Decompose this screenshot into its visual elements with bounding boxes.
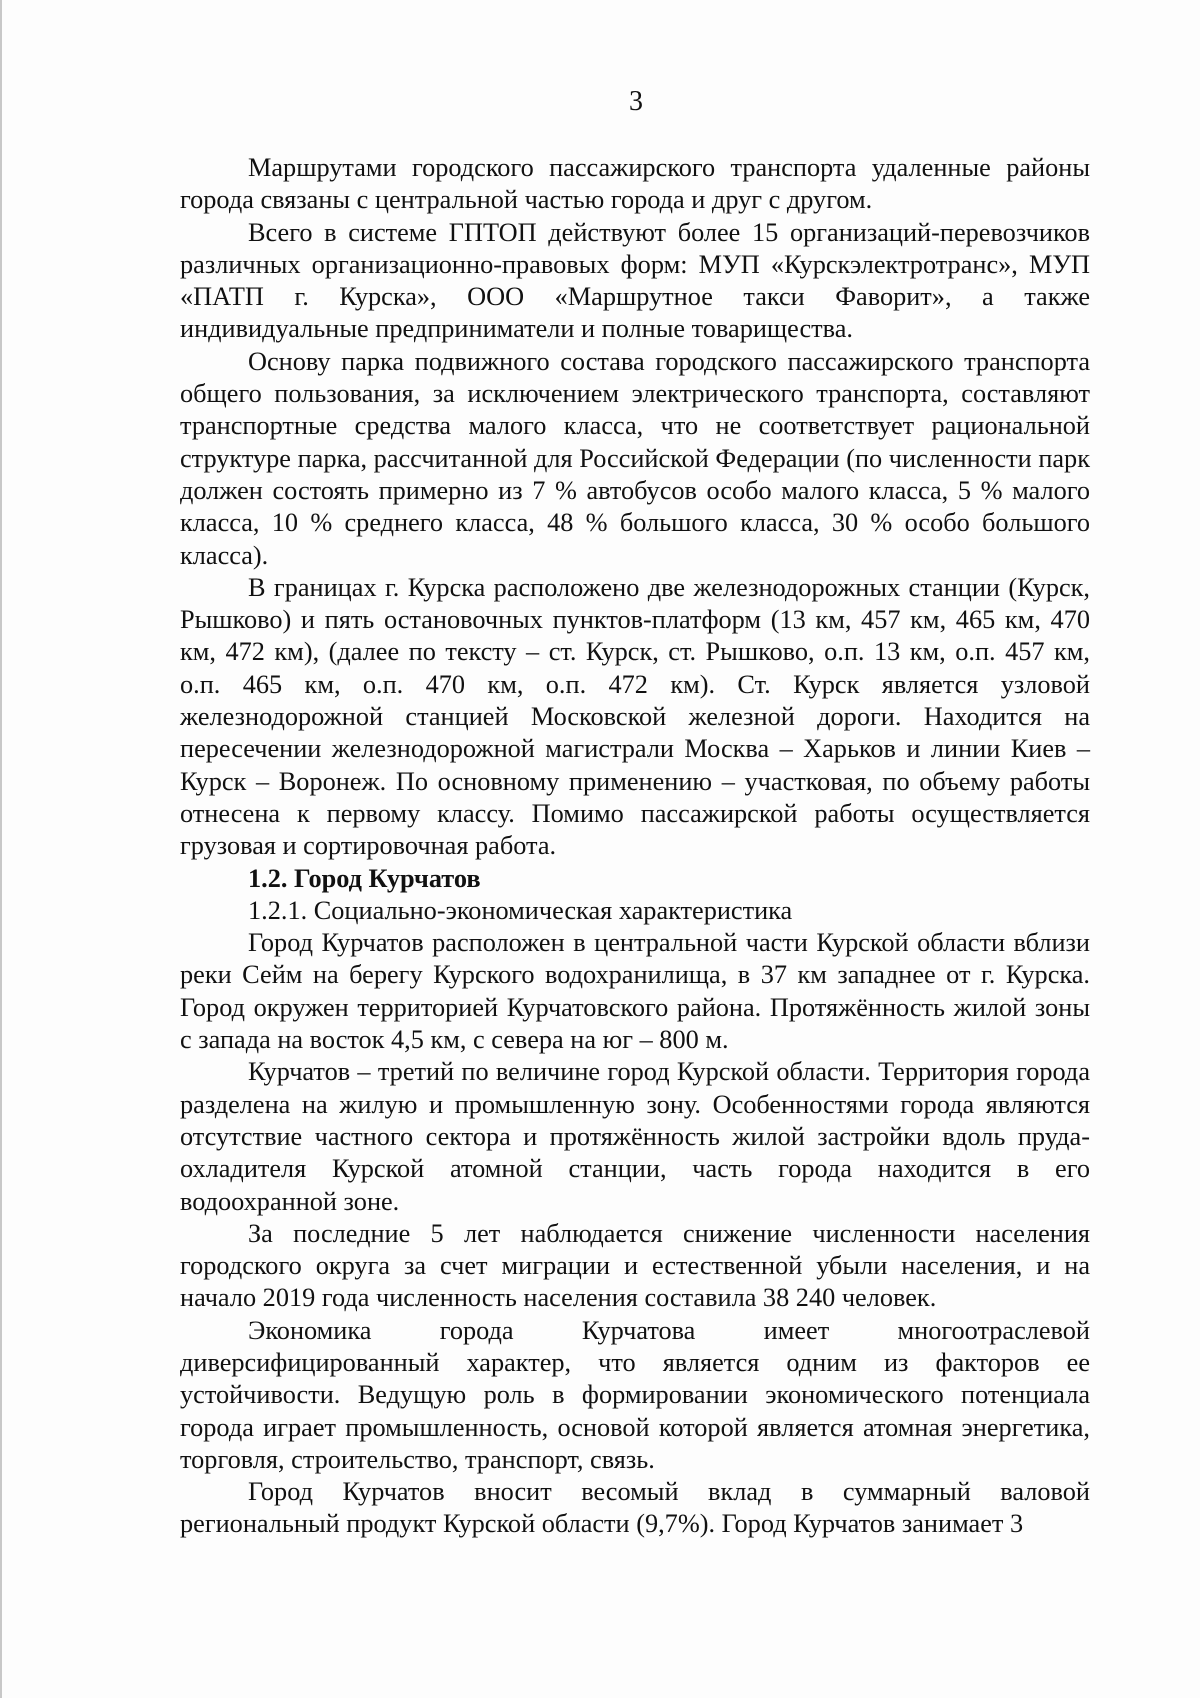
paragraph-transport-routes: Маршрутами городского пассажирского транспорта удаленные районы города связаны с центральной частью города и друг с другом. — [180, 153, 1090, 215]
paragraph-economy: Экономика города Курчатова имеет многоотраслевой диверсифицированный характер, что является одним из факторов ее устойчивости. Ведущую роль в формировании экономического потенциала города играет промышленность, основой которой является атомная энергетика, торговля, строительство, транспорт, связь. — [180, 1315, 1090, 1474]
paragraph-grp-contribution: Город Курчатов вносит весомый вклад в суммарный валовой региональный продукт Курской области (9,7%). Город Курчатов занимает 3 — [180, 1477, 1090, 1539]
paragraph-rolling-stock: Основу парка подвижного состава городского пассажирского транспорта общего пользования, за исключением электрического транспорта, составляют транспортные средства малого класса, что не соответствует рациональной структуре парка, рассчитанной для Российской Федерации (по численности парк должен состоять примерно из 7 % автобусов особо малого класса, 5 % малого класса, 10 % среднего класса, 48 % большого класса, 30 % особо большого класса). — [180, 346, 1090, 570]
document-body — [180, 152, 1090, 1541]
paragraph-railway-stations: В границах г. Курска расположено две железнодорожных станции (Курск, Рышково) и пять остановочных пунктов-платформ (13 км, 457 км, 465 км, 470 км, 472 км), (далее по тексту – ст. Курск, ст. Рышково, о.п. 13 км, о.п. 457 км, о.п. 465 км, о.п. 470 км, о.п. 472 км). Ст. Курск является узловой железнодорожной станцией Московской железной дороги. Находится на пересечении железнодорожной магистрали Москва – Харьков и линии Киев – Курск – Воронеж. По основному применению – участковая, по объему работы отнесена к первому классу. Помимо пассажирской работы осуществляется грузовая и сортировочная работа. — [180, 572, 1090, 861]
paragraph-carriers: Всего в системе ГПТОП действуют более 15 организаций-перевозчиков различных организационно-правовых форм: МУП «Курскэлектротранс», МУП «ПАТП г. Курска», ООО «Маршрутное такси Фаворит», а также индивидуальные предприниматели и полные товарищества. — [180, 217, 1090, 344]
paragraph-kurchatov-location: Город Курчатов расположен в центральной части Курской области вблизи реки Сейм на берегу Курского водохранилища, в 37 км западнее от г. Курска. Город окружен территорией Курчатовского района. Протяжённость жилой зоны с запада на восток 4,5 км, с севера на юг – 800 м. — [180, 928, 1090, 1055]
subsection-heading-socioeconomic: 1.2.1. Социально-экономическая характеристика — [248, 895, 793, 925]
paragraph-population: За последние 5 лет наблюдается снижение численности населения городского округа за счет миграции и естественной убыли населения, и на начало 2019 года численность населения составила 38 240 человек. — [180, 1218, 1090, 1313]
page-number: 3 — [629, 86, 643, 117]
section-heading-kurchatov: 1.2. Город Курчатов — [248, 863, 481, 893]
paragraph-kurchatov-territory: Курчатов – третий по величине город Курской области. Территория города разделена на жилую и промышленную зону. Особенностями города являются отсутствие частного сектора и протяжённость жилой застройки вдоль пруда-охладителя Курской атомной станции, часть города находится в его водоохранной зоне. — [180, 1057, 1090, 1216]
